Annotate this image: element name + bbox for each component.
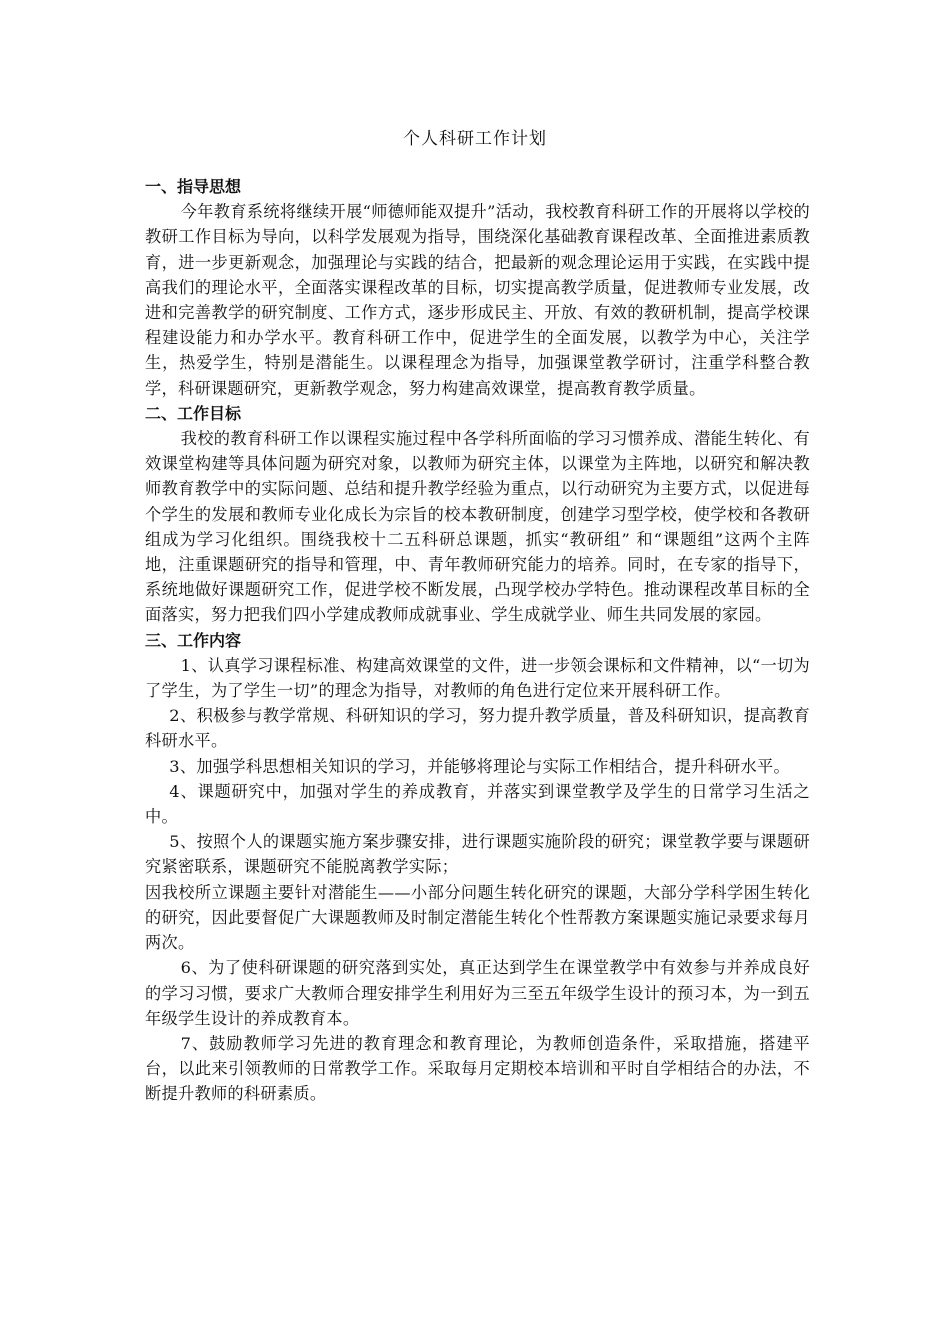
list-item: 5、按照个人的课题实施方案步骤安排，进行课题实施阶段的研究；课堂教学要与课题研究紧密联系，课题研究不能脱离教学实际； [145, 832, 810, 877]
document-title: 个人科研工作计划 [403, 129, 547, 149]
list-item: 3、加强学科思想相关知识的学习，并能够将理论与实际工作相结合，提升科研水平。 [169, 756, 790, 776]
section-heading: 二、工作目标 [145, 403, 242, 423]
list-item: 2、积极参与教学常规、科研知识的学习，努力提升教学质量，普及科研知识，提高教育科研水平。 [145, 706, 810, 751]
section-heading: 三、工作内容 [145, 630, 242, 650]
list-item: 因我校所立课题主要针对潜能生——小部分问题生转化研究的课题，大部分学科学困生转化的研究，因此要督促广大课题教师及时制定潜能生转化个性帮教方案课题实施记录要求每月两次。 [145, 882, 810, 953]
paragraph: 我校的教育科研工作以课程实施过程中各学科所面临的学习习惯养成、潜能生转化、有效课堂构建等具体问题为研究对象，以教师为研究主体，以课堂为主阵地，以研究和解决教师教育教学中的实际问题、总结和提升教学经验为重点，以行动研究为主要方式，以促进每个学生的发展和教师专业化成长为宗旨的校本教研制度，创建学习型学校，使学校和各教研组成为学习化组织。围绕我校十二五科研总课题，抓实“教研组” 和“课题组”这两个主阵地，注重课题研究的指导和管理，中、青年教师研究能力的培养。同时，在专家的指导下，系统地做好课题研究工作，促进学校不断发展，凸现学校办学特色。推动课程改革目标的全面落实，努力把我们四小学建成教师成就事业、学生成就学业、师生共同发展的家园。 [145, 429, 810, 625]
section-heading: 一、指导思想 [145, 177, 242, 196]
list-item: 7、鼓励教师学习先进的教育理念和教育理论，为教师创造条件，采取措施，搭建平台，以此来引领教师的日常教学工作。采取每月定期校本培训和平时自学相结合的办法，不断提升教师的科研素质。 [145, 1033, 810, 1104]
document-body [145, 174, 810, 1107]
list-item: 6、为了使科研课题的研究落到实处，真正达到学生在课堂教学中有效参与并养成良好的学习习惯，要求广大教师合理安排学生利用好为三至五年级学生设计的预习本，为一到五年级学生设计的养成教育本。 [145, 958, 810, 1028]
section-work-content [145, 628, 810, 1107]
section-work-goals [145, 401, 810, 628]
paragraph: 今年教育系统将继续开展“师德师能双提升”活动，我校教育科研工作的开展将以学校的教研工作目标为导向，以科学发展观为指导，围绕深化基础教育课程改革、全面推进素质教育，进一步更新观念，加强理论与实践的结合，把最新的观念理论运用于实践，在实践中提高我们的理论水平，全面落实课程改革的目标，切实提高教学质量，促进教师专业发展，改进和完善教学的研究制度、工作方式，逐步形成民主、开放、有效的教研机制，提高学校课程建设能力和办学水平。教育科研工作中，促进学生的全面发展，以教学为中心，关注学生，热爱学生，特别是潜能生。以课程理念为指导，加强课堂教学研讨，注重学科整合教学，科研课题研究，更新教学观念，努力构建高效课堂，提高教育教学质量。 [145, 202, 810, 398]
list-item: 1、认真学习课程标准、构建高效课堂的文件，进一步领会课标和文件精神，以“一切为了学生，为了学生一切”的理念为指导，对教师的角色进行定位来开展科研工作。 [145, 655, 810, 701]
section-guiding-ideology [145, 174, 810, 401]
list-item: 4、课题研究中，加强对学生的养成教育，并落实到课堂教学及学生的日常学习生活之中。 [145, 781, 810, 827]
